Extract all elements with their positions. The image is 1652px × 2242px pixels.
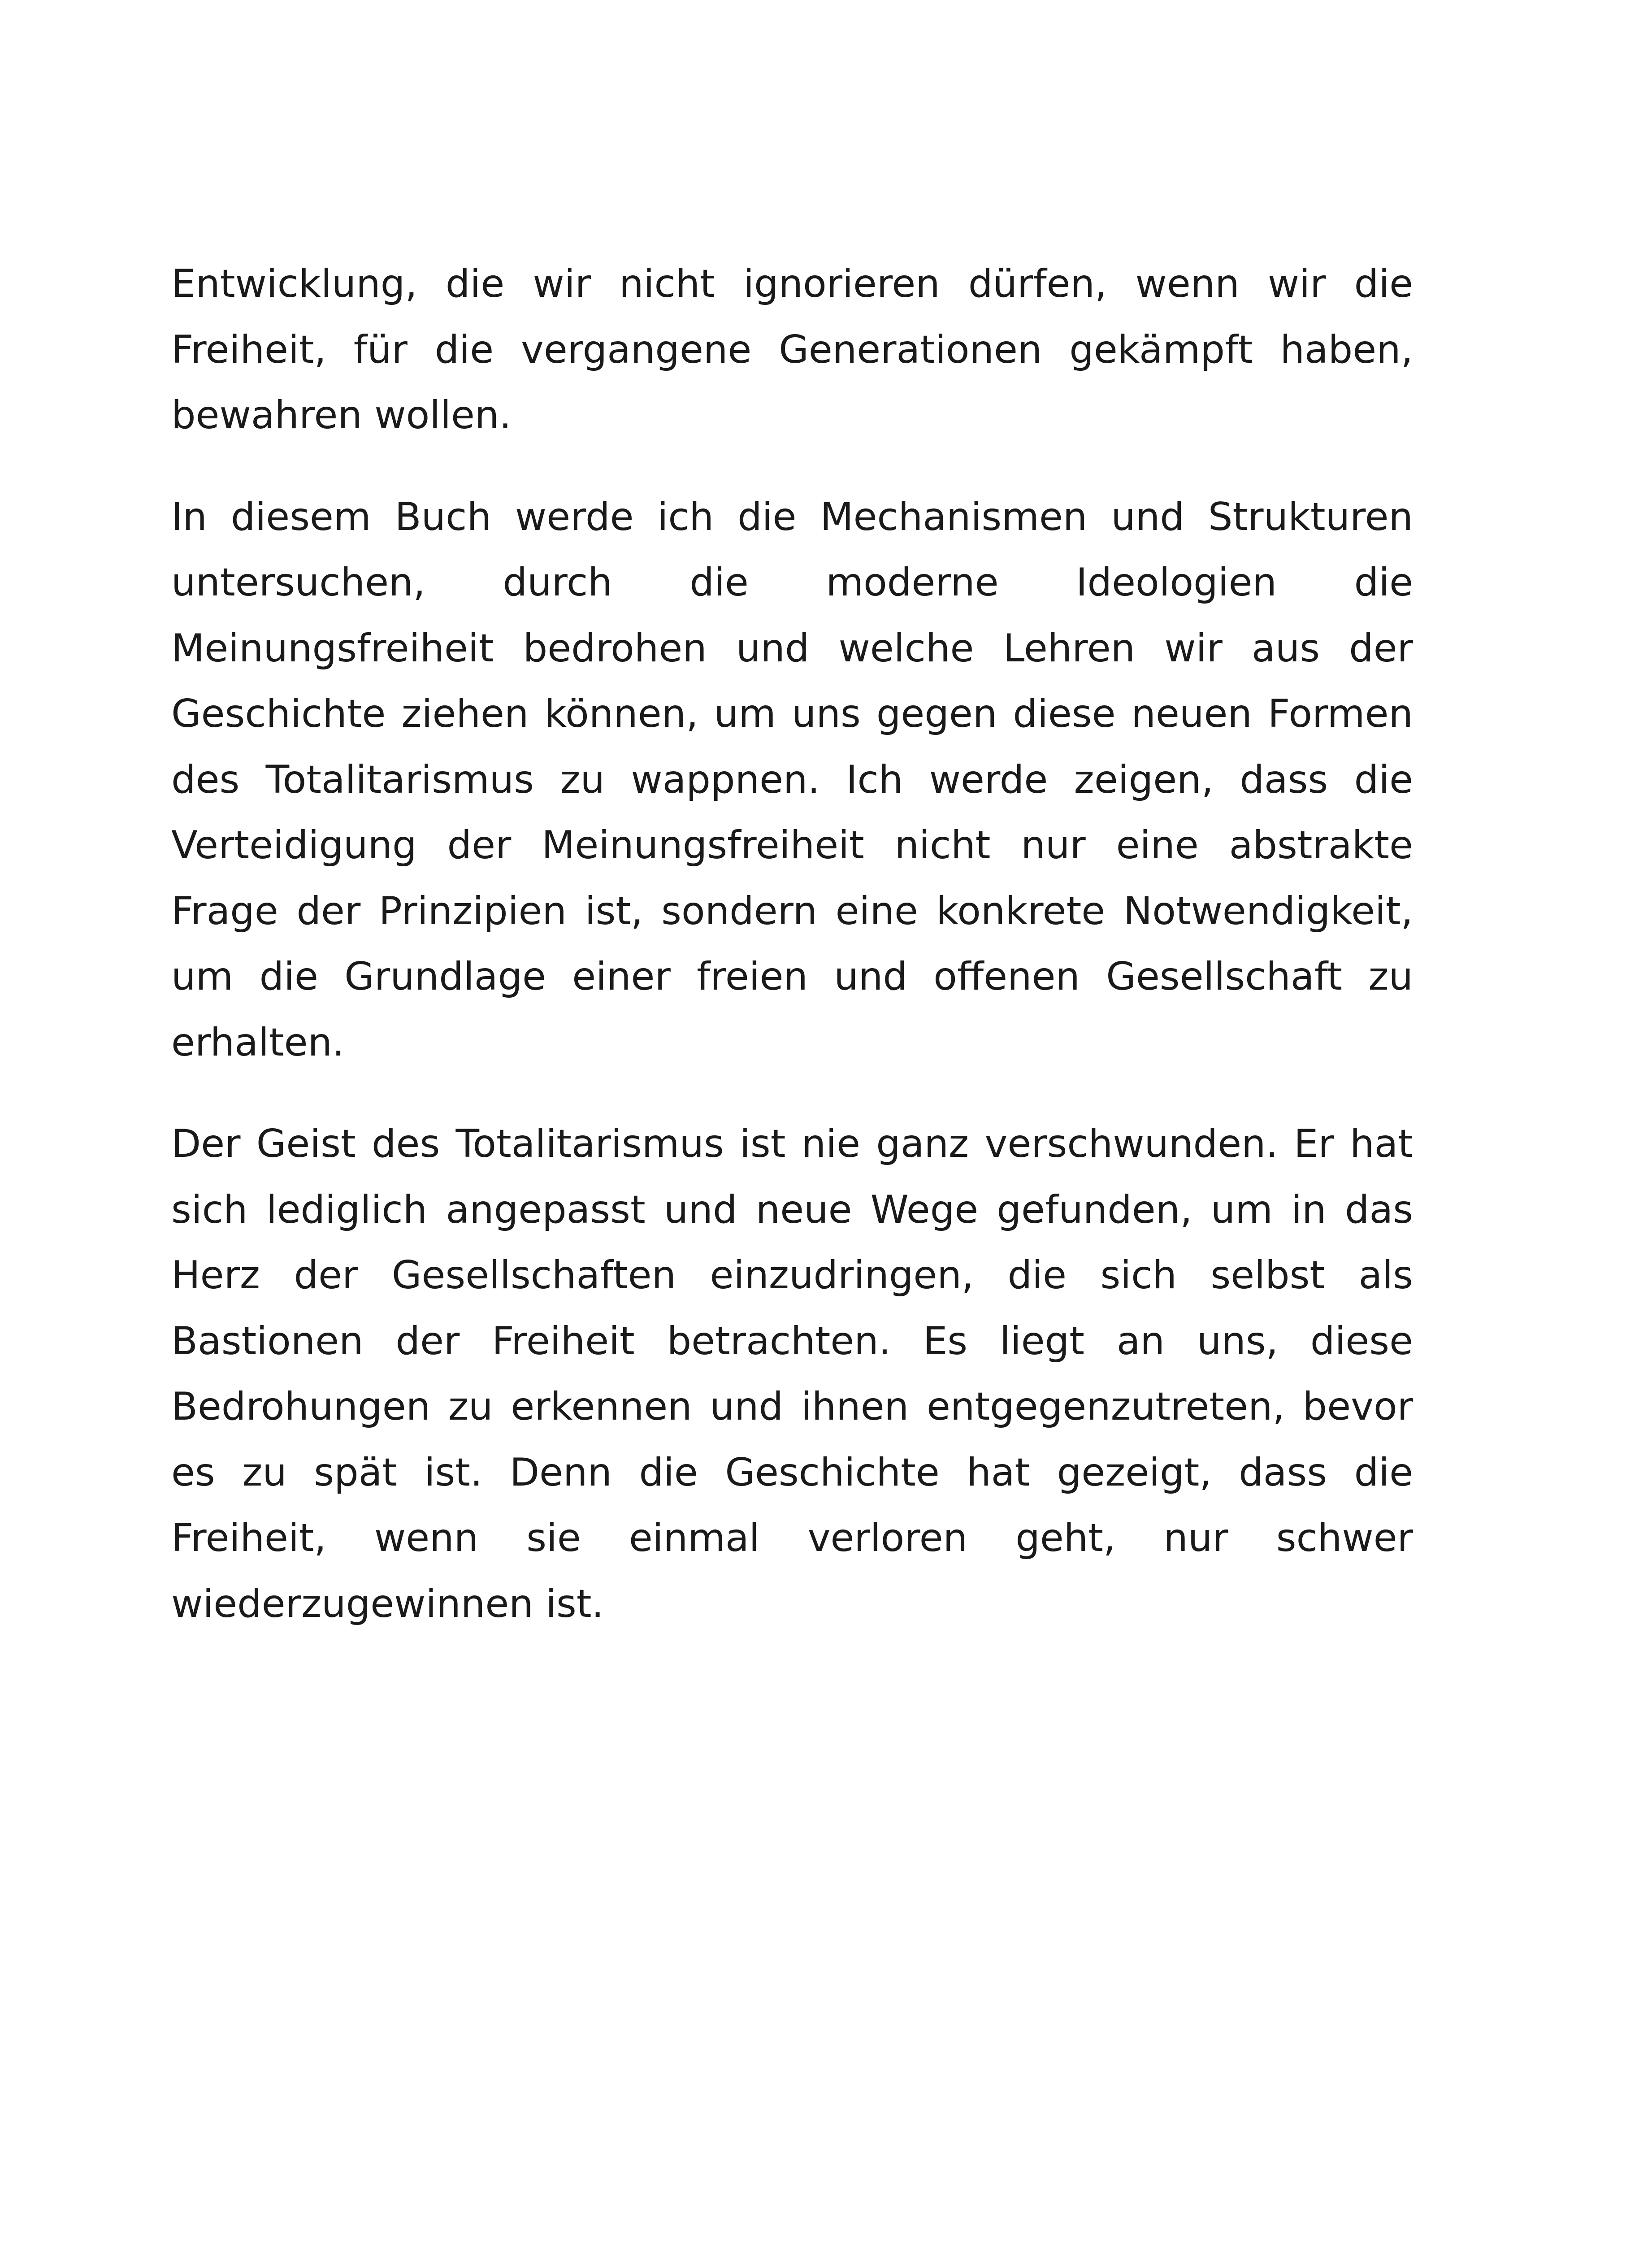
paragraph: Entwicklung, die wir nicht ignorieren dürfen, wenn wir die Freiheit, für die vergangene Generationen gekämpft haben, bewahren wollen.: [171, 261, 1413, 438]
paragraph: In diesem Buch werde ich die Mechanismen und Strukturen untersuchen, durch die moderne Ideologien die Meinungsfreiheit bedrohen und welche Lehren wir aus der Geschichte ziehen können, um uns gegen diese neuen Formen des Totalitarismus zu wappnen. Ich werde zeigen, dass die Verteidigung der Meinungsfreiheit nicht nur eine abstrakte Frage der Prinzipien ist, sondern eine konkrete Notwendigkeit, um die Grundlage einer freien und offenen Gesellschaft zu erhalten.: [171, 494, 1413, 1065]
body-text: [171, 251, 1413, 1673]
paragraph: Der Geist des Totalitarismus ist nie ganz verschwunden. Er hat sich lediglich angepasst und neue Wege gefunden, um in das Herz der Gesellschaften einzudringen, die sich selbst als Bastionen der Freiheit betrachten. Es liegt an uns, diese Bedrohungen zu erkennen und ihnen entgegenzutreten, bevor es zu spät ist. Denn die Geschichte hat gezeigt, dass die Freiheit, wenn sie einmal verloren geht, nur schwer wiederzugewinnen ist.: [171, 1121, 1413, 1626]
